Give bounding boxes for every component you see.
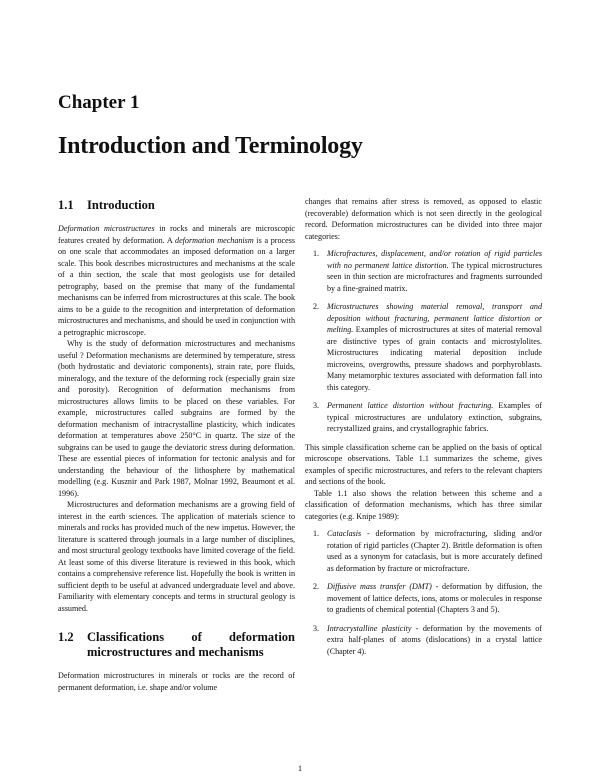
paragraph: Table 1.1 also shows the relation between this scheme and a classification of deformation mechanisms, which has three similar categories (e.g. Knipe 1989): <box>305 488 542 521</box>
list-item <box>305 400 542 435</box>
list-item-text: Examples of microstructures at sites of material removal are distinctive types of grain contacts and microstylolites. Microstructures indicating material deposition include microveins, overgrowths, pressure shadows and porphyroblasts. Many metamorphic textures associated with deformation fall into this category. <box>327 325 542 392</box>
paragraph-text: is a process on one scale that accommodates an imposed deformation on a larger scale. This book describes microstructures and mechanisms at the scale of a thin section, the scale that most geologists use for detailed petrography, based on the premise that many of the fundamental mechanisms can be inferred from microstructures at this scale. The book aims to be a guide to the recognition and interpretation of deformation microstructures and mechanisms, and should be used in conjunction with a petrographic microscope. <box>58 235 295 337</box>
list-item <box>305 248 542 294</box>
list-item-title: Microfractures, displacement, and/or rotation of rigid particles with no permanent lattice distortion. <box>327 249 542 270</box>
list-item-title: Microstructures showing material removal, transport and deposition without fracturing, permanent lattice distortion or melting. <box>327 302 542 334</box>
section-number: 1.1 <box>58 198 74 212</box>
right-column <box>305 196 542 664</box>
term-deformation-mechanism: deformation mechanism <box>175 235 254 245</box>
section-heading <box>58 198 295 213</box>
paragraph <box>58 223 295 338</box>
section-title: Classifications of deformation microstructures and mechanisms <box>87 630 295 659</box>
list-marker: 1. <box>313 249 320 258</box>
list-item <box>305 581 542 616</box>
list-marker: 2. <box>313 582 320 591</box>
list-item-text: - deformation by diffusion, the movement of lattice defects, ions, atoms or molecules in response to gradients of chemical potential (Chapters 3 and 5). <box>327 582 542 614</box>
list-item-text: The typical microstructures seen in thin section are microfractures and fragments surrounded by a fine-grained matrix. <box>327 260 542 293</box>
chapter-label: Chapter 1 <box>58 92 140 113</box>
paragraph: This simple classification scheme can be applied on the basis of optical microscope observations. Table 1.1 summarizes the scheme, gives examples of specific microstructures, and refers to the relevant chapters and sections of the book. <box>305 442 542 486</box>
mechanism-list <box>305 528 542 657</box>
paragraph: changes that remains after stress is removed, as opposed to elastic (recoverable) deformation which is not seen directly in the geological record. Deformation microstructures can be divided into three major categories: <box>305 197 542 241</box>
paragraph: Microstructures and deformation mechanisms are a growing field of interest in the earth sciences. The application of materials science to minerals and rocks has provided much of the new impetus. However, the literature is scattered through journals in a large number of disciplines, and most structural geology textbooks have limited coverage of the field. At least some of this diverse literature is reviewed in this book, which contains a comprehensive reference list. Hopefully the book is written in sufficient depth to be useful at advanced undergraduate level and above. Familiarity with elementary concepts and terms in structural geology is assumed. <box>58 500 295 613</box>
paragraph-text: in rocks and minerals are microscopic features created by deformation. A <box>58 224 295 245</box>
list-item <box>305 301 542 393</box>
list-marker: 1. <box>313 529 320 538</box>
section-heading <box>58 630 295 660</box>
list-item-title: Diffusive mass transfer (DMT) <box>327 582 432 591</box>
term-deformation-microstructures: Deformation microstructures <box>58 224 155 233</box>
list-item-text: - deformation by the movements of extra half-planes of atoms (dislocations) in a crystal lattice (Chapter 4). <box>327 623 542 656</box>
list-marker: 3. <box>313 401 320 410</box>
list-marker: 2. <box>313 302 320 311</box>
list-item <box>305 623 542 658</box>
chapter-title: Introduction and Terminology <box>58 133 363 159</box>
list-item-title: Cataclasis <box>327 529 362 538</box>
section-title: Introduction <box>87 198 155 212</box>
list-marker: 3. <box>313 623 320 633</box>
paragraph: Deformation microstructures in minerals or rocks are the record of permanent deformation, i.e. shape and/or volume <box>58 671 295 692</box>
list-item-title: Permanent lattice distortion without fracturing. <box>327 401 494 410</box>
page-number: 1 <box>297 763 303 773</box>
paragraph: Why is the study of deformation microstructures and mechanisms useful ? Deformation mechanisms are determined by temperature, stress (both hydrostatic and deviatoric components), strain rate, pore fluids, mineralogy, and the texture of the deforming rock (especially grain size and porosity). Recognition of deformation mechanisms from microstructures allows limits to be placed on these variables. For example, microstructures called subgrains are formed by the deformation mechanism of intracrystalline plasticity, which indicates deformation at temperatures above 250°C in quartz. The size of the subgrains can be used to gauge the deviatoric stress during deformation. These are essential pieces of information for tectonic analysis and for understanding the behaviour of the lithosphere by mathematical modelling (e.g. Kusznir and Park 1987, Molnar 1992, Beaumont et al. 1996). <box>58 339 295 498</box>
list-item <box>305 528 542 574</box>
section-number: 1.2 <box>58 630 74 644</box>
list-item-text: - deformation by microfracturing, sliding and/or rotation of rigid particles (Chapter 2). Brittle deformation is often used as a synonym for cataclasis, but is more accurately defined as deformation by fracture or microfracture. <box>327 529 542 573</box>
list-item-title: Intracrystalline plasticity <box>327 623 412 633</box>
category-list <box>305 248 542 435</box>
list-item-text: Examples of typical microstructures are undulatory extinction, subgrains, recrystallized grains, and crystallographic fabrics. <box>327 401 542 433</box>
left-column <box>58 198 295 693</box>
